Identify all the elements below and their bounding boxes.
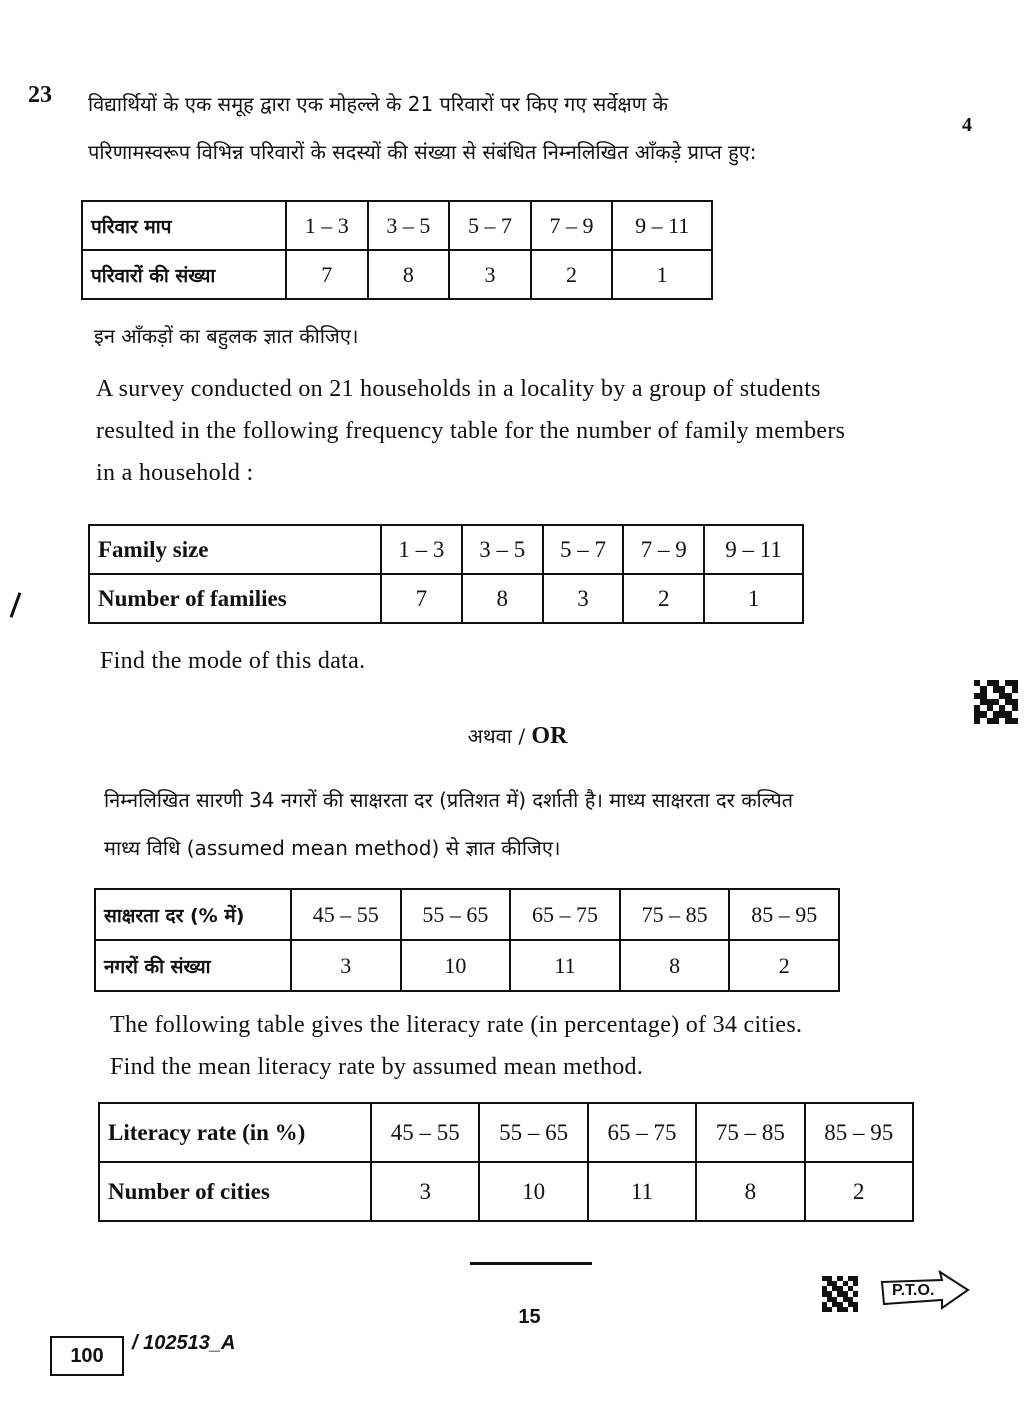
table-row [89,525,803,574]
count-cell: 3 [449,250,531,299]
table-row [82,250,712,299]
class-cell: 85 – 95 [805,1103,913,1162]
class-cell: 5 – 7 [543,525,624,574]
english-intro [96,368,966,494]
english-task: Find the mode of this data. [100,648,366,674]
hindi-intro-line-1: विद्यार्थियों के एक समूह द्वारा एक मोहल्ले के 21 परिवारों पर किए गए सर्वेक्षण के [88,92,668,116]
class-cell: 75 – 85 [620,889,730,940]
count-cell: 3 [371,1162,479,1221]
row-label: Family size [89,525,381,574]
class-cell: 75 – 85 [696,1103,804,1162]
english-intro-line-1: A survey conducted on 21 households in a locality by a group of students [96,376,821,402]
alt-english-line-1: The following table gives the literacy rate (in percentage) of 34 cities. [110,1012,803,1038]
table-row [99,1103,913,1162]
count-cell: 3 [543,574,624,623]
end-rule [470,1262,592,1265]
hindi-family-size-table [81,200,713,300]
count-cell: 10 [479,1162,587,1221]
footer-box: 100 [50,1336,124,1376]
count-cell: 10 [401,940,511,991]
row-label: परिवारों की संख्या [82,250,286,299]
count-cell: 8 [368,250,450,299]
table-row [82,201,712,250]
or-slash: / [518,724,526,748]
class-cell: 5 – 7 [449,201,531,250]
class-cell: 55 – 65 [479,1103,587,1162]
count-cell: 8 [696,1162,804,1221]
count-cell: 1 [612,250,712,299]
qr-code-icon [974,680,1018,724]
footer-qr-icon [822,1276,858,1312]
alt-hindi-intro [104,776,944,872]
table-row [95,940,839,991]
english-intro-line-3: in a household : [96,460,254,486]
class-cell: 55 – 65 [401,889,511,940]
class-cell: 85 – 95 [729,889,839,940]
pto-arrow-icon [880,1270,972,1320]
class-cell: 3 – 5 [368,201,450,250]
count-cell: 8 [620,940,730,991]
question-marks: 4 [962,114,972,136]
or-separator [0,722,1035,750]
question-number: 23 [28,82,52,108]
hindi-task: इन आँकड़ों का बहुलक ज्ञात कीजिए। [94,324,359,348]
row-label: Literacy rate (in %) [99,1103,371,1162]
hindi-intro-line-2: परिणामस्वरूप विभिन्न परिवारों के सदस्यों की संख्या से संबंधित निम्नलिखित आँकड़े प्राप्त हुए: [88,140,757,164]
or-english: OR [531,723,568,749]
alt-hindi-literacy-table [94,888,840,992]
count-cell: 7 [286,250,368,299]
alt-english-intro [110,1004,980,1088]
table-row [95,889,839,940]
count-cell: 7 [381,574,462,623]
class-cell: 7 – 9 [531,201,613,250]
count-cell: 2 [805,1162,913,1221]
count-cell: 1 [704,574,803,623]
class-cell: 45 – 55 [291,889,401,940]
page-number: 15 [518,1306,541,1328]
row-label: Number of families [89,574,381,623]
count-cell: 2 [623,574,704,623]
class-cell: 7 – 9 [623,525,704,574]
alt-english-literacy-table [98,1102,914,1222]
paper-code: / 102513_A [132,1332,236,1354]
or-hindi: अथवा [467,724,512,748]
table-row [99,1162,913,1221]
class-cell: 1 – 3 [286,201,368,250]
class-cell: 3 – 5 [462,525,543,574]
table-row [89,574,803,623]
count-cell: 3 [291,940,401,991]
row-label: Number of cities [99,1162,371,1221]
hindi-intro [88,80,958,176]
row-label: नगरों की संख्या [95,940,291,991]
count-cell: 8 [462,574,543,623]
count-cell: 11 [510,940,620,991]
english-intro-line-2: resulted in the following frequency table for the number of family members [96,418,846,444]
row-label: परिवार माप [82,201,286,250]
margin-mark [10,592,22,617]
count-cell: 11 [588,1162,696,1221]
count-cell: 2 [729,940,839,991]
count-cell: 2 [531,250,613,299]
row-label: साक्षरता दर (% में) [95,889,291,940]
alt-english-line-2: Find the mean literacy rate by assumed mean method. [110,1054,644,1080]
pto-label: P.T.O. [892,1282,935,1299]
class-cell: 1 – 3 [381,525,462,574]
class-cell: 65 – 75 [510,889,620,940]
alt-hindi-line-1: निम्नलिखित सारणी 34 नगरों की साक्षरता दर (प्रतिशत में) दर्शाती है। माध्य साक्षरता दर कल्पित [104,788,794,812]
alt-hindi-line-2: माध्य विधि (assumed mean method) से ज्ञात कीजिए। [104,836,561,860]
class-cell: 45 – 55 [371,1103,479,1162]
class-cell: 9 – 11 [704,525,803,574]
class-cell: 9 – 11 [612,201,712,250]
english-family-size-table [88,524,804,624]
class-cell: 65 – 75 [588,1103,696,1162]
